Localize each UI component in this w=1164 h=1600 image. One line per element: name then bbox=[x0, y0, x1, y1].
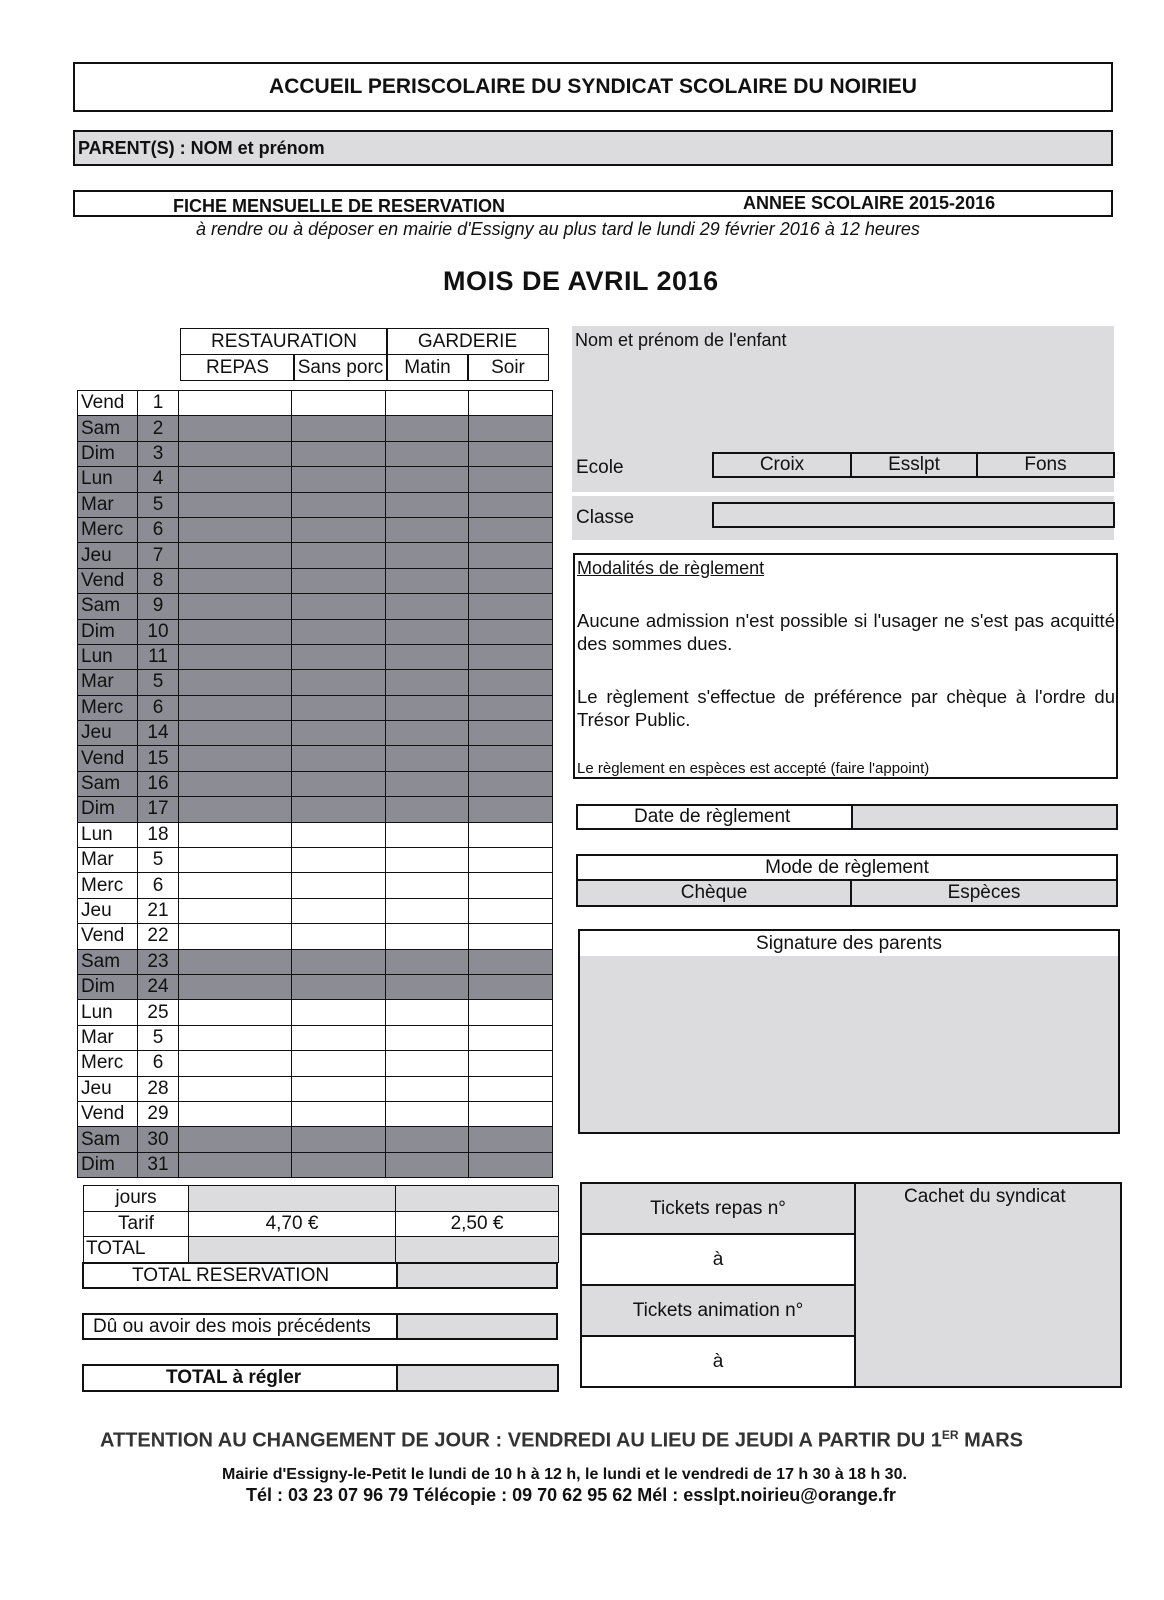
totals-table bbox=[83, 1185, 559, 1263]
matin-cell bbox=[386, 594, 469, 619]
repas-cell bbox=[179, 949, 292, 974]
matin-cell bbox=[386, 644, 469, 669]
sans-porc-cell bbox=[292, 974, 386, 999]
day-label: Vend bbox=[78, 1101, 138, 1126]
day-label: Jeu bbox=[78, 898, 138, 923]
soir-cell bbox=[469, 517, 553, 542]
soir-cell[interactable] bbox=[469, 873, 553, 898]
repas-cell bbox=[179, 619, 292, 644]
sans-porc-cell bbox=[292, 1127, 386, 1152]
tarif-garderie: 2,50 € bbox=[396, 1211, 559, 1237]
tickets-repas-label: Tickets repas n° bbox=[582, 1184, 856, 1235]
matin-cell bbox=[386, 1152, 469, 1177]
table-row bbox=[78, 670, 553, 695]
repas-cell bbox=[179, 695, 292, 720]
matin-cell bbox=[386, 619, 469, 644]
total-regler-label: TOTAL à régler bbox=[166, 1367, 302, 1388]
sans-porc-cell bbox=[292, 568, 386, 593]
total-regler-row bbox=[82, 1364, 559, 1392]
repas-cell bbox=[179, 771, 292, 796]
matin-cell bbox=[386, 746, 469, 771]
matin-cell[interactable] bbox=[386, 1025, 469, 1050]
day-label: Lun bbox=[78, 467, 138, 492]
table-row bbox=[78, 822, 553, 847]
soir-cell bbox=[469, 441, 553, 466]
repas-cell bbox=[179, 594, 292, 619]
parents-label: PARENT(S) : NOM et prénom bbox=[78, 137, 325, 158]
fiche-label: FICHE MENSUELLE DE RESERVATION bbox=[173, 196, 506, 216]
sans-porc-cell[interactable] bbox=[292, 924, 386, 949]
enfant-field[interactable] bbox=[572, 326, 1114, 446]
matin-cell bbox=[386, 416, 469, 441]
total-reservation-label: TOTAL RESERVATION bbox=[132, 1265, 330, 1286]
repas-cell bbox=[179, 517, 292, 542]
matin-cell[interactable] bbox=[386, 848, 469, 873]
attention-notice: ATTENTION AU CHANGEMENT DE JOUR : VENDREDI AU LIEU DE JEUDI A PARTIR DU 1ER MARS bbox=[100, 1428, 1024, 1452]
day-number: 22 bbox=[138, 924, 179, 949]
repas-cell bbox=[179, 670, 292, 695]
table-row bbox=[78, 949, 553, 974]
sans-porc-cell[interactable] bbox=[292, 1101, 386, 1126]
sans-porc-cell[interactable] bbox=[292, 848, 386, 873]
repas-cell bbox=[179, 746, 292, 771]
sans-porc-cell bbox=[292, 721, 386, 746]
total-restauration-cell[interactable] bbox=[189, 1237, 396, 1263]
table-row bbox=[78, 568, 553, 593]
matin-cell bbox=[386, 467, 469, 492]
day-number: 16 bbox=[138, 771, 179, 796]
sans-porc-cell[interactable] bbox=[292, 1051, 386, 1076]
col-soir: Soir bbox=[467, 354, 549, 381]
repas-cell bbox=[179, 416, 292, 441]
deadline-note: à rendre ou à déposer en mairie d'Essigny au plus tard le lundi 29 février 2016 à 12 heures bbox=[196, 219, 920, 239]
sans-porc-cell bbox=[292, 644, 386, 669]
ecole-option-croix[interactable]: Croix bbox=[714, 454, 852, 476]
table-row bbox=[78, 391, 553, 416]
day-label: Merc bbox=[78, 695, 138, 720]
soir-cell bbox=[469, 619, 553, 644]
day-label: Sam bbox=[78, 594, 138, 619]
day-number: 14 bbox=[138, 721, 179, 746]
jours-garderie-cell[interactable] bbox=[396, 1186, 559, 1212]
repas-cell[interactable] bbox=[179, 1076, 292, 1101]
table-row bbox=[78, 771, 553, 796]
sans-porc-cell[interactable] bbox=[292, 898, 386, 923]
soir-cell bbox=[469, 797, 553, 822]
repas-cell bbox=[179, 467, 292, 492]
repas-cell[interactable] bbox=[179, 1025, 292, 1050]
table-row bbox=[78, 644, 553, 669]
day-label: Vend bbox=[78, 924, 138, 949]
matin-cell bbox=[386, 797, 469, 822]
table-row bbox=[78, 873, 553, 898]
table-row bbox=[78, 1000, 553, 1025]
enfant-label: Nom et prénom de l'enfant bbox=[575, 330, 787, 350]
day-number: 5 bbox=[138, 1025, 179, 1050]
table-row bbox=[78, 721, 553, 746]
sans-porc-cell bbox=[292, 416, 386, 441]
table-row bbox=[78, 619, 553, 644]
matin-cell[interactable] bbox=[386, 924, 469, 949]
table-row bbox=[78, 848, 553, 873]
day-number: 6 bbox=[138, 1051, 179, 1076]
repas-cell bbox=[179, 543, 292, 568]
matin-cell bbox=[386, 695, 469, 720]
jours-restauration-cell[interactable] bbox=[189, 1186, 396, 1212]
day-label: Lun bbox=[78, 822, 138, 847]
soir-cell bbox=[469, 670, 553, 695]
matin-cell bbox=[386, 543, 469, 568]
day-number: 31 bbox=[138, 1152, 179, 1177]
du-avoir-field[interactable] bbox=[396, 1315, 556, 1338]
day-label: Mar bbox=[78, 848, 138, 873]
table-row bbox=[78, 1152, 553, 1177]
matin-cell[interactable] bbox=[386, 1000, 469, 1025]
matin-cell bbox=[386, 492, 469, 517]
repas-cell[interactable] bbox=[179, 924, 292, 949]
repas-cell[interactable] bbox=[179, 873, 292, 898]
day-number: 5 bbox=[138, 848, 179, 873]
matin-cell[interactable] bbox=[386, 1051, 469, 1076]
repas-cell bbox=[179, 1152, 292, 1177]
soir-cell[interactable] bbox=[469, 1051, 553, 1076]
day-label: Dim bbox=[78, 797, 138, 822]
ecole-options bbox=[712, 452, 1115, 478]
table-row bbox=[78, 974, 553, 999]
day-label: Dim bbox=[78, 974, 138, 999]
ecole-option-fons[interactable]: Fons bbox=[1024, 454, 1067, 475]
date-reglement-row bbox=[576, 804, 1118, 830]
day-number: 21 bbox=[138, 898, 179, 923]
sans-porc-cell bbox=[292, 594, 386, 619]
day-number: 15 bbox=[138, 746, 179, 771]
total-regler-field[interactable] bbox=[396, 1366, 557, 1390]
soir-cell bbox=[469, 974, 553, 999]
day-number: 25 bbox=[138, 1000, 179, 1025]
sans-porc-cell[interactable] bbox=[292, 1000, 386, 1025]
matin-cell bbox=[386, 441, 469, 466]
matin-cell bbox=[386, 517, 469, 542]
total-reservation-field[interactable] bbox=[396, 1264, 556, 1287]
soir-cell[interactable] bbox=[469, 898, 553, 923]
soir-cell[interactable] bbox=[469, 1076, 553, 1101]
repas-cell[interactable] bbox=[179, 898, 292, 923]
sans-porc-cell bbox=[292, 1152, 386, 1177]
sans-porc-cell bbox=[292, 746, 386, 771]
day-label: Dim bbox=[78, 1152, 138, 1177]
soir-cell bbox=[469, 1127, 553, 1152]
cachet-box bbox=[856, 1184, 1120, 1386]
total-label: TOTAL bbox=[84, 1237, 189, 1263]
day-number: 17 bbox=[138, 797, 179, 822]
ecole-label: Ecole bbox=[576, 457, 624, 478]
day-number: 7 bbox=[138, 543, 179, 568]
sans-porc-cell bbox=[292, 543, 386, 568]
sans-porc-cell bbox=[292, 467, 386, 492]
soir-cell bbox=[469, 416, 553, 441]
matin-cell bbox=[386, 721, 469, 746]
repas-cell bbox=[179, 1127, 292, 1152]
tickets-box bbox=[580, 1182, 1122, 1388]
day-number: 1 bbox=[138, 391, 179, 416]
day-label: Mar bbox=[78, 1025, 138, 1050]
sans-porc-cell bbox=[292, 517, 386, 542]
title-box bbox=[73, 62, 1113, 112]
day-number: 8 bbox=[138, 568, 179, 593]
soir-cell bbox=[469, 949, 553, 974]
sans-porc-cell[interactable] bbox=[292, 1076, 386, 1101]
day-label: Merc bbox=[78, 517, 138, 542]
day-label: Lun bbox=[78, 644, 138, 669]
repas-cell bbox=[179, 644, 292, 669]
table-row bbox=[78, 1025, 553, 1050]
sans-porc-cell[interactable] bbox=[292, 822, 386, 847]
table-row bbox=[78, 924, 553, 949]
total-garderie-cell[interactable] bbox=[396, 1237, 559, 1263]
tarif-label: Tarif bbox=[84, 1211, 189, 1237]
soir-cell bbox=[469, 467, 553, 492]
total-reservation-row bbox=[82, 1262, 558, 1289]
tickets-repas-field[interactable]: à bbox=[582, 1235, 856, 1286]
date-reglement-label: Date de règlement bbox=[634, 806, 791, 827]
fiche-box bbox=[73, 190, 1113, 217]
sans-porc-cell bbox=[292, 949, 386, 974]
day-label: Sam bbox=[78, 771, 138, 796]
day-number: 6 bbox=[138, 517, 179, 542]
day-number: 23 bbox=[138, 949, 179, 974]
repas-cell bbox=[179, 797, 292, 822]
cachet-label: Cachet du syndicat bbox=[904, 1186, 1066, 1207]
reservation-grid bbox=[77, 390, 553, 1178]
day-number: 3 bbox=[138, 441, 179, 466]
signature-box bbox=[578, 929, 1120, 1134]
soir-cell bbox=[469, 568, 553, 593]
day-label: Jeu bbox=[78, 1076, 138, 1101]
annee-label: ANNEE SCOLAIRE 2015-2016 bbox=[743, 193, 996, 213]
day-label: Mar bbox=[78, 670, 138, 695]
garderie-header: GARDERIE bbox=[386, 328, 549, 355]
day-label: Vend bbox=[78, 746, 138, 771]
day-number: 4 bbox=[138, 467, 179, 492]
sans-porc-cell bbox=[292, 797, 386, 822]
table-row bbox=[78, 1127, 553, 1152]
repas-cell[interactable] bbox=[179, 391, 292, 416]
table-row bbox=[78, 898, 553, 923]
day-label: Merc bbox=[78, 1051, 138, 1076]
table-row bbox=[78, 594, 553, 619]
repas-cell bbox=[179, 974, 292, 999]
soir-cell[interactable] bbox=[469, 1000, 553, 1025]
day-label: Sam bbox=[78, 1127, 138, 1152]
soir-cell bbox=[469, 644, 553, 669]
sans-porc-cell bbox=[292, 670, 386, 695]
tarif-restauration: 4,70 € bbox=[189, 1211, 396, 1237]
table-row bbox=[78, 746, 553, 771]
mode-cheque-option[interactable]: Chèque bbox=[578, 881, 852, 905]
matin-cell bbox=[386, 670, 469, 695]
day-label: Sam bbox=[78, 416, 138, 441]
modalites-p3: Le règlement en espèces est accepté (faire l'appoint) bbox=[577, 760, 930, 777]
du-avoir-label: Dû ou avoir des mois précédents bbox=[93, 1316, 371, 1337]
table-row bbox=[78, 441, 553, 466]
repas-cell bbox=[179, 441, 292, 466]
day-label: Dim bbox=[78, 441, 138, 466]
sans-porc-cell bbox=[292, 771, 386, 796]
day-number: 2 bbox=[138, 416, 179, 441]
day-number: 10 bbox=[138, 619, 179, 644]
page-title: ACCUEIL PERISCOLAIRE DU SYNDICAT SCOLAIRE DU NOIRIEU bbox=[269, 75, 917, 98]
soir-cell[interactable] bbox=[469, 1025, 553, 1050]
soir-cell bbox=[469, 1152, 553, 1177]
matin-cell[interactable] bbox=[386, 873, 469, 898]
matin-cell[interactable] bbox=[386, 391, 469, 416]
day-number: 11 bbox=[138, 644, 179, 669]
table-row bbox=[78, 517, 553, 542]
day-number: 6 bbox=[138, 695, 179, 720]
sans-porc-cell bbox=[292, 441, 386, 466]
matin-cell bbox=[386, 1127, 469, 1152]
matin-cell[interactable] bbox=[386, 1101, 469, 1126]
table-row bbox=[78, 695, 553, 720]
repas-cell[interactable] bbox=[179, 822, 292, 847]
matin-cell bbox=[386, 974, 469, 999]
col-matin: Matin bbox=[386, 354, 469, 381]
col-sans-porc: Sans porc bbox=[293, 354, 388, 381]
day-label: Vend bbox=[78, 391, 138, 416]
modalites-title: Modalités de règlement bbox=[577, 558, 765, 578]
soir-cell bbox=[469, 746, 553, 771]
soir-cell bbox=[469, 543, 553, 568]
day-number: 30 bbox=[138, 1127, 179, 1152]
repas-cell[interactable] bbox=[179, 1051, 292, 1076]
table-row bbox=[78, 1051, 553, 1076]
table-row bbox=[78, 492, 553, 517]
soir-cell[interactable] bbox=[469, 924, 553, 949]
soir-cell bbox=[469, 771, 553, 796]
signature-field[interactable] bbox=[580, 956, 1118, 1132]
matin-cell[interactable] bbox=[386, 822, 469, 847]
soir-cell[interactable] bbox=[469, 822, 553, 847]
signature-label: Signature des parents bbox=[756, 932, 942, 954]
repas-cell[interactable] bbox=[179, 1000, 292, 1025]
sans-porc-cell[interactable] bbox=[292, 1025, 386, 1050]
sans-porc-cell bbox=[292, 492, 386, 517]
jours-label: jours bbox=[84, 1186, 189, 1212]
matin-cell[interactable] bbox=[386, 1076, 469, 1101]
classe-field[interactable] bbox=[712, 502, 1115, 528]
mairie-hours: Mairie d'Essigny-le-Petit le lundi de 10 h à 12 h, le lundi et le vendredi de 17 h 30 à 18 h 30. bbox=[222, 1466, 907, 1483]
repas-cell[interactable] bbox=[179, 848, 292, 873]
day-label: Lun bbox=[78, 1000, 138, 1025]
repas-cell[interactable] bbox=[179, 1101, 292, 1126]
repas-cell bbox=[179, 721, 292, 746]
day-label: Jeu bbox=[78, 721, 138, 746]
table-row bbox=[78, 543, 553, 568]
tickets-animation-field[interactable]: à bbox=[582, 1337, 856, 1386]
day-number: 5 bbox=[138, 492, 179, 517]
day-label: Vend bbox=[78, 568, 138, 593]
day-number: 18 bbox=[138, 822, 179, 847]
modalites-box bbox=[573, 553, 1118, 779]
modalites-p1: Aucune admission n'est possible si l'usager ne s'est pas acquitté des sommes dues. bbox=[577, 610, 1115, 654]
contact-info: Tél : 03 23 07 96 79 Télécopie : 09 70 62 95 62 Mél : esslpt.noirieu@orange.fr bbox=[246, 1485, 896, 1505]
matin-cell bbox=[386, 949, 469, 974]
matin-cell bbox=[386, 568, 469, 593]
ecole-option-esslpt[interactable]: Esslpt bbox=[852, 454, 978, 476]
day-label: Dim bbox=[78, 619, 138, 644]
restauration-header: RESTAURATION bbox=[180, 328, 388, 355]
repas-cell bbox=[179, 568, 292, 593]
matin-cell[interactable] bbox=[386, 898, 469, 923]
day-number: 9 bbox=[138, 594, 179, 619]
table-row bbox=[78, 797, 553, 822]
col-repas: REPAS bbox=[180, 354, 295, 381]
day-number: 24 bbox=[138, 974, 179, 999]
month-title: MOIS DE AVRIL 2016 bbox=[443, 266, 719, 296]
day-number: 29 bbox=[138, 1101, 179, 1126]
tickets-animation-label: Tickets animation n° bbox=[582, 1286, 856, 1337]
table-row bbox=[78, 1101, 553, 1126]
repas-cell bbox=[179, 492, 292, 517]
date-reglement-field[interactable] bbox=[851, 806, 1116, 828]
matin-cell bbox=[386, 771, 469, 796]
table-row bbox=[78, 467, 553, 492]
parents-field[interactable] bbox=[73, 130, 1113, 166]
day-number: 28 bbox=[138, 1076, 179, 1101]
sans-porc-cell bbox=[292, 619, 386, 644]
mode-reglement-label: Mode de règlement bbox=[578, 856, 1116, 881]
soir-cell bbox=[469, 492, 553, 517]
soir-cell bbox=[469, 594, 553, 619]
modalites-p2: Le règlement s'effectue de préférence par chèque à l'ordre du Trésor Public. bbox=[577, 686, 1115, 730]
sans-porc-cell[interactable] bbox=[292, 391, 386, 416]
mode-reglement-box bbox=[576, 854, 1118, 907]
classe-label: Classe bbox=[576, 507, 635, 528]
soir-cell bbox=[469, 695, 553, 720]
soir-cell[interactable] bbox=[469, 391, 553, 416]
day-number: 5 bbox=[138, 670, 179, 695]
day-label: Merc bbox=[78, 873, 138, 898]
sans-porc-cell bbox=[292, 695, 386, 720]
du-avoir-row bbox=[82, 1313, 558, 1340]
soir-cell[interactable] bbox=[469, 1101, 553, 1126]
soir-cell[interactable] bbox=[469, 848, 553, 873]
day-label: Mar bbox=[78, 492, 138, 517]
day-label: Jeu bbox=[78, 543, 138, 568]
sans-porc-cell[interactable] bbox=[292, 873, 386, 898]
day-number: 6 bbox=[138, 873, 179, 898]
mode-especes-option[interactable]: Espèces bbox=[852, 881, 1116, 905]
day-label: Sam bbox=[78, 949, 138, 974]
table-row bbox=[78, 1076, 553, 1101]
soir-cell bbox=[469, 721, 553, 746]
table-row bbox=[78, 416, 553, 441]
